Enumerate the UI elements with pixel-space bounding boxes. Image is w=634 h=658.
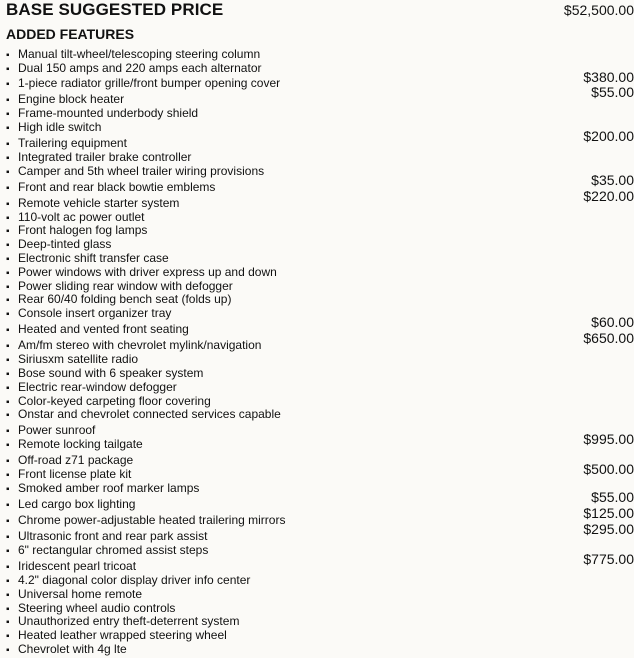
bullet-icon: ▪ (6, 369, 10, 380)
feature-name: Smoked amber roof marker lamps (18, 481, 200, 495)
feature-price: $125.00 (583, 505, 634, 521)
feature-item (6, 47, 634, 61)
feature-price: $295.00 (583, 521, 634, 537)
bullet-icon: ▪ (6, 341, 10, 352)
feature-item (6, 292, 634, 306)
feature-item (6, 614, 634, 628)
feature-name: Integrated trailer brake controller (18, 150, 192, 164)
feature-item (6, 223, 634, 237)
feature-name: Bose sound with 6 speaker system (18, 366, 204, 380)
feature-price: $995.00 (583, 431, 634, 447)
feature-name: Am/fm stereo with chevrolet mylink/navigation (18, 338, 262, 352)
feature-name: Color-keyed carpeting floor covering (18, 394, 211, 408)
feature-name: Heated and vented front seating (18, 322, 189, 336)
feature-name: Electric rear-window defogger (18, 380, 177, 394)
feature-name: Heated leather wrapped steering wheel (18, 628, 227, 642)
feature-item (6, 529, 634, 543)
feature-price: $500.00 (583, 461, 634, 477)
feature-name: High idle switch (18, 120, 102, 134)
feature-name: Front and rear black bowtie emblems (18, 180, 216, 194)
bullet-icon: ▪ (6, 50, 10, 61)
feature-name: Iridescent pearl tricoat (18, 559, 137, 573)
bullet-icon: ▪ (6, 95, 10, 106)
bullet-icon: ▪ (6, 546, 10, 557)
feature-name: Onstar and chevrolet connected services capable (18, 407, 281, 421)
feature-name: Power sunroof (18, 423, 96, 437)
bullet-icon: ▪ (6, 631, 10, 642)
feature-name: Chevrolet with 4g lte (18, 642, 127, 656)
feature-name: 110-volt ac power outlet (18, 210, 145, 224)
bullet-icon: ▪ (6, 440, 10, 451)
feature-price: $55.00 (591, 84, 634, 100)
feature-item (6, 136, 634, 150)
feature-name: Manual tilt-wheel/telescoping steering column (18, 47, 261, 61)
bullet-icon: ▪ (6, 282, 10, 293)
feature-name: Ultrasonic front and rear park assist (18, 529, 208, 543)
bullet-icon: ▪ (6, 516, 10, 527)
feature-price: $380.00 (583, 69, 634, 85)
bullet-icon: ▪ (6, 500, 10, 511)
bullet-icon: ▪ (6, 590, 10, 601)
feature-name: Unauthorized entry theft-deterrent system (18, 614, 240, 628)
feature-item (6, 437, 634, 451)
bullet-icon: ▪ (6, 240, 10, 251)
feature-price: $35.00 (591, 172, 634, 188)
bullet-icon: ▪ (6, 226, 10, 237)
feature-item (6, 559, 634, 573)
feature-price: $55.00 (591, 489, 634, 505)
feature-item (6, 210, 634, 224)
feature-item (6, 106, 634, 120)
feature-item (6, 394, 634, 408)
bullet-icon: ▪ (6, 532, 10, 543)
bullet-icon: ▪ (6, 123, 10, 134)
feature-name: Engine block heater (18, 92, 125, 106)
feature-item (6, 628, 634, 642)
feature-item (6, 196, 634, 210)
bullet-icon: ▪ (6, 64, 10, 75)
feature-item (6, 380, 634, 394)
feature-name: Siriusxm satellite radio (18, 352, 139, 366)
feature-item (6, 251, 634, 265)
feature-name: Front halogen fog lamps (18, 223, 148, 237)
bullet-icon: ▪ (6, 604, 10, 615)
bullet-icon: ▪ (6, 470, 10, 481)
feature-item (6, 92, 634, 106)
bullet-icon: ▪ (6, 183, 10, 194)
feature-item (6, 573, 634, 587)
feature-name: Chrome power-adjustable heated trailering mirrors (18, 513, 286, 527)
bullet-icon: ▪ (6, 109, 10, 120)
feature-name: Electronic shift transfer case (18, 251, 169, 265)
feature-item (6, 467, 634, 481)
feature-item (6, 601, 634, 615)
bullet-icon: ▪ (6, 295, 10, 306)
feature-name: Camper and 5th wheel trailer wiring provisions (18, 164, 265, 178)
feature-name: Front license plate kit (18, 467, 132, 481)
feature-item (6, 587, 634, 601)
feature-price: $60.00 (591, 314, 634, 330)
feature-name: Off-road z71 package (18, 453, 134, 467)
bullet-icon: ▪ (6, 309, 10, 320)
feature-name: Dual 150 amps and 220 amps each alternator (18, 61, 262, 75)
feature-price: $650.00 (583, 330, 634, 346)
feature-item (6, 366, 634, 380)
feature-name: Console insert organizer tray (18, 306, 172, 320)
feature-price: $200.00 (583, 128, 634, 144)
bullet-icon: ▪ (6, 79, 10, 90)
feature-name: Frame-mounted underbody shield (18, 106, 199, 120)
feature-name: Remote locking tailgate (18, 437, 143, 451)
feature-name: Power sliding rear window with defogger (18, 279, 233, 293)
feature-name: Steering wheel audio controls (18, 601, 176, 615)
feature-price: $775.00 (583, 551, 634, 567)
feature-name: 4.2" diagonal color display driver info center (18, 573, 251, 587)
bullet-icon: ▪ (6, 484, 10, 495)
bullet-icon: ▪ (6, 645, 10, 656)
bullet-icon: ▪ (6, 199, 10, 210)
bullet-icon: ▪ (6, 383, 10, 394)
feature-item (6, 150, 634, 164)
feature-name: Rear 60/40 folding bench seat (folds up) (18, 292, 232, 306)
bullet-icon: ▪ (6, 213, 10, 224)
feature-price: $220.00 (583, 188, 634, 204)
feature-name: Trailering equipment (18, 136, 127, 150)
feature-item (6, 407, 634, 421)
bullet-icon: ▪ (6, 456, 10, 467)
feature-name: 1-piece radiator grille/front bumper opening cover (18, 76, 281, 90)
bullet-icon: ▪ (6, 167, 10, 178)
feature-name: Led cargo box lighting (18, 497, 136, 511)
bullet-icon: ▪ (6, 576, 10, 587)
section-title: ADDED FEATURES (6, 26, 135, 42)
bullet-icon: ▪ (6, 397, 10, 408)
bullet-icon: ▪ (6, 355, 10, 366)
bullet-icon: ▪ (6, 617, 10, 628)
bullet-icon: ▪ (6, 325, 10, 336)
feature-name: Universal home remote (18, 587, 143, 601)
base-price-row (6, 0, 634, 20)
feature-name: Deep-tinted glass (18, 237, 112, 251)
bullet-icon: ▪ (6, 254, 10, 265)
feature-item (6, 352, 634, 366)
feature-item (6, 237, 634, 251)
bullet-icon: ▪ (6, 562, 10, 573)
feature-name: Power windows with driver express up and down (18, 265, 277, 279)
base-price-value: $52,500.00 (563, 2, 634, 18)
bullet-icon: ▪ (6, 153, 10, 164)
bullet-icon: ▪ (6, 268, 10, 279)
feature-item (6, 265, 634, 279)
feature-item (6, 279, 634, 293)
feature-item (6, 338, 634, 352)
bullet-icon: ▪ (6, 139, 10, 150)
bullet-icon: ▪ (6, 410, 10, 421)
feature-name: 6" rectangular chromed assist steps (18, 543, 209, 557)
base-price-label: BASE SUGGESTED PRICE (6, 0, 224, 19)
bullet-icon: ▪ (6, 426, 10, 437)
feature-item (6, 642, 634, 656)
feature-name: Remote vehicle starter system (18, 196, 180, 210)
